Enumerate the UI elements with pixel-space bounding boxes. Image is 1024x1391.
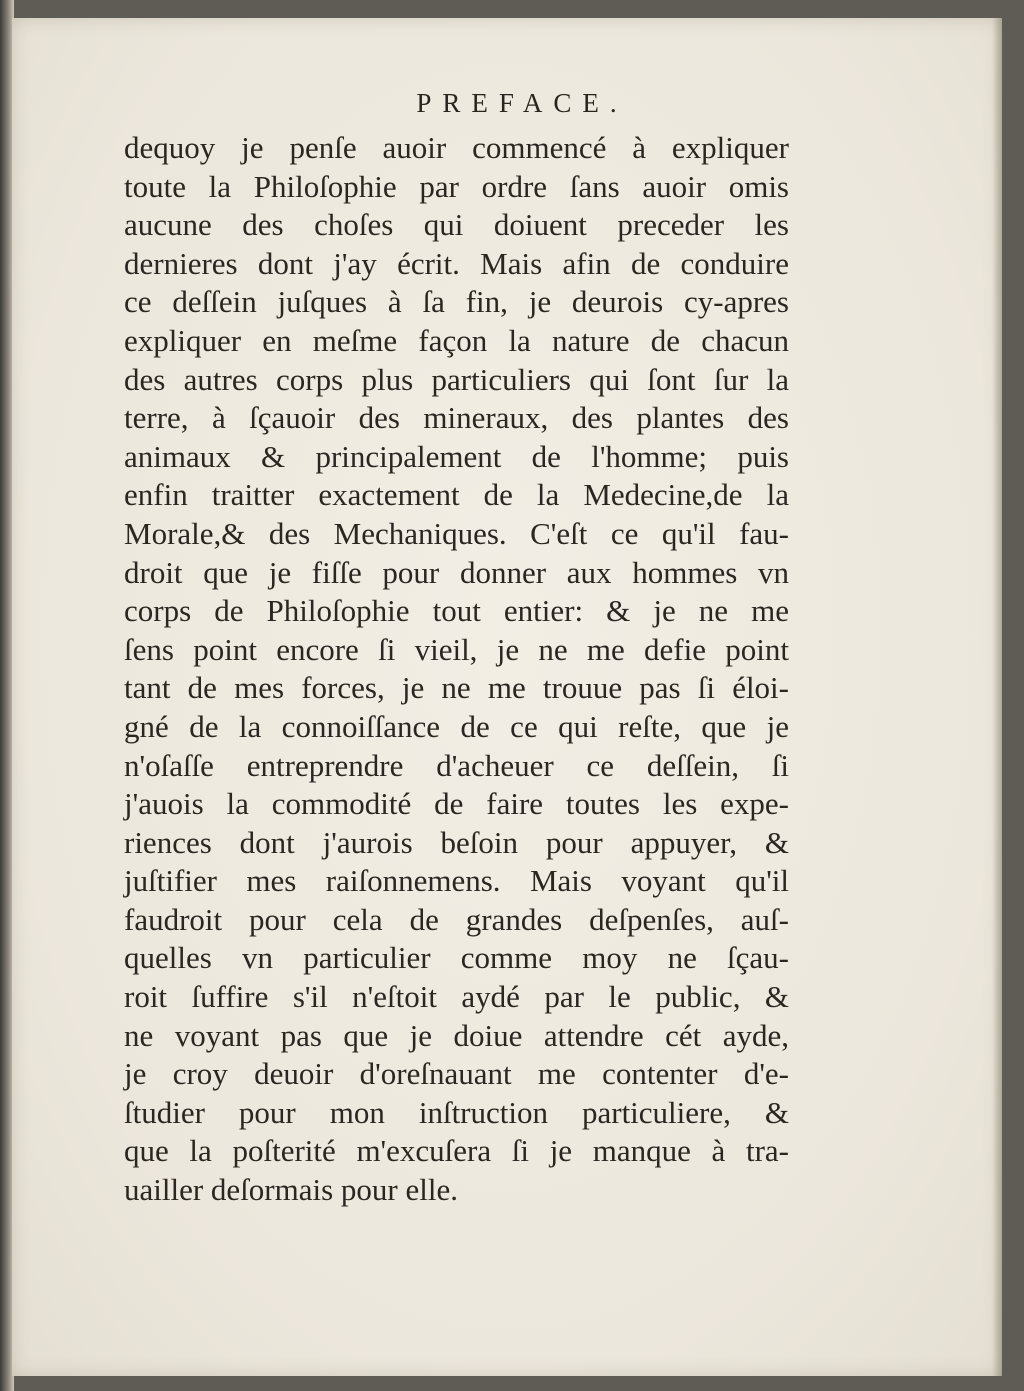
text-line: Morale,& des Mechaniques. C'eſt ce qu'il fau- (124, 515, 789, 551)
text-line: terre, à ſçauoir des mineraux, des plantes des (124, 400, 789, 436)
book-page (12, 18, 1002, 1376)
text-line: quelles vn particulier comme moy ne ſçau- (124, 940, 789, 976)
text-line: juſtifier mes raiſonnemens. Mais voyant qu'il (124, 863, 789, 899)
text-line: dernieres dont j'ay écrit. Mais afin de conduire (124, 245, 789, 281)
text-line: j'auois la commodité de faire toutes les expe- (124, 786, 789, 822)
text-line: ſens point encore ſi vieil, je ne me defie point (124, 631, 789, 667)
text-line: je croy deuoir d'oreſnauant me contenter d'e- (124, 1056, 789, 1092)
text-line: dequoy je penſe auoir commencé à expliquer (124, 130, 789, 165)
text-line: expliquer en meſme façon la nature de chacun (124, 322, 789, 358)
text-line: droit que je fiſſe pour donner aux hommes vn (124, 554, 789, 590)
text-line: toute la Philoſophie par ordre ſans auoir omis (124, 168, 789, 204)
text-line: faudroit pour cela de grandes deſpenſes, auſ- (124, 901, 789, 937)
running-head: PREFACE. (416, 88, 628, 118)
text-line: ce deſſein juſques à ſa fin, je deurois cy-apres (124, 284, 789, 320)
text-line: roit ſuffire s'il n'eſtoit aydé par le public, & (124, 979, 789, 1015)
page-edge-shadow (992, 18, 1002, 1376)
text-line: riences dont j'aurois beſoin pour appuyer, & (124, 824, 789, 860)
text-line: ne voyant pas que je doiue attendre cét ayde, (124, 1017, 789, 1053)
text-line: corps de Philoſophie tout entier: & je ne me (124, 593, 789, 629)
text-line: n'oſaſſe entreprendre d'acheuer ce deſſein, ſi (124, 747, 789, 783)
text-line: aucune des choſes qui doiuent preceder les (124, 207, 789, 243)
text-line: ſtudier pour mon inſtruction particuliere, & (124, 1094, 789, 1130)
text-line: gné de la connoiſſance de ce qui reſte, que je (124, 708, 789, 744)
text-line: des autres corps plus particuliers qui ſont ſur la (124, 361, 789, 397)
text-line: animaux & principalement de l'homme; puis (124, 438, 789, 474)
text-line: uailler deſormais pour elle. (124, 1172, 458, 1208)
text-line: enfin traitter exactement de la Medecine,de la (124, 477, 789, 513)
text-line: que la poſterité m'excuſera ſi je manque à tra- (124, 1133, 789, 1169)
text-line: tant de mes forces, je ne me trouue pas ſi éloi- (124, 670, 789, 706)
body-text (124, 129, 789, 1210)
